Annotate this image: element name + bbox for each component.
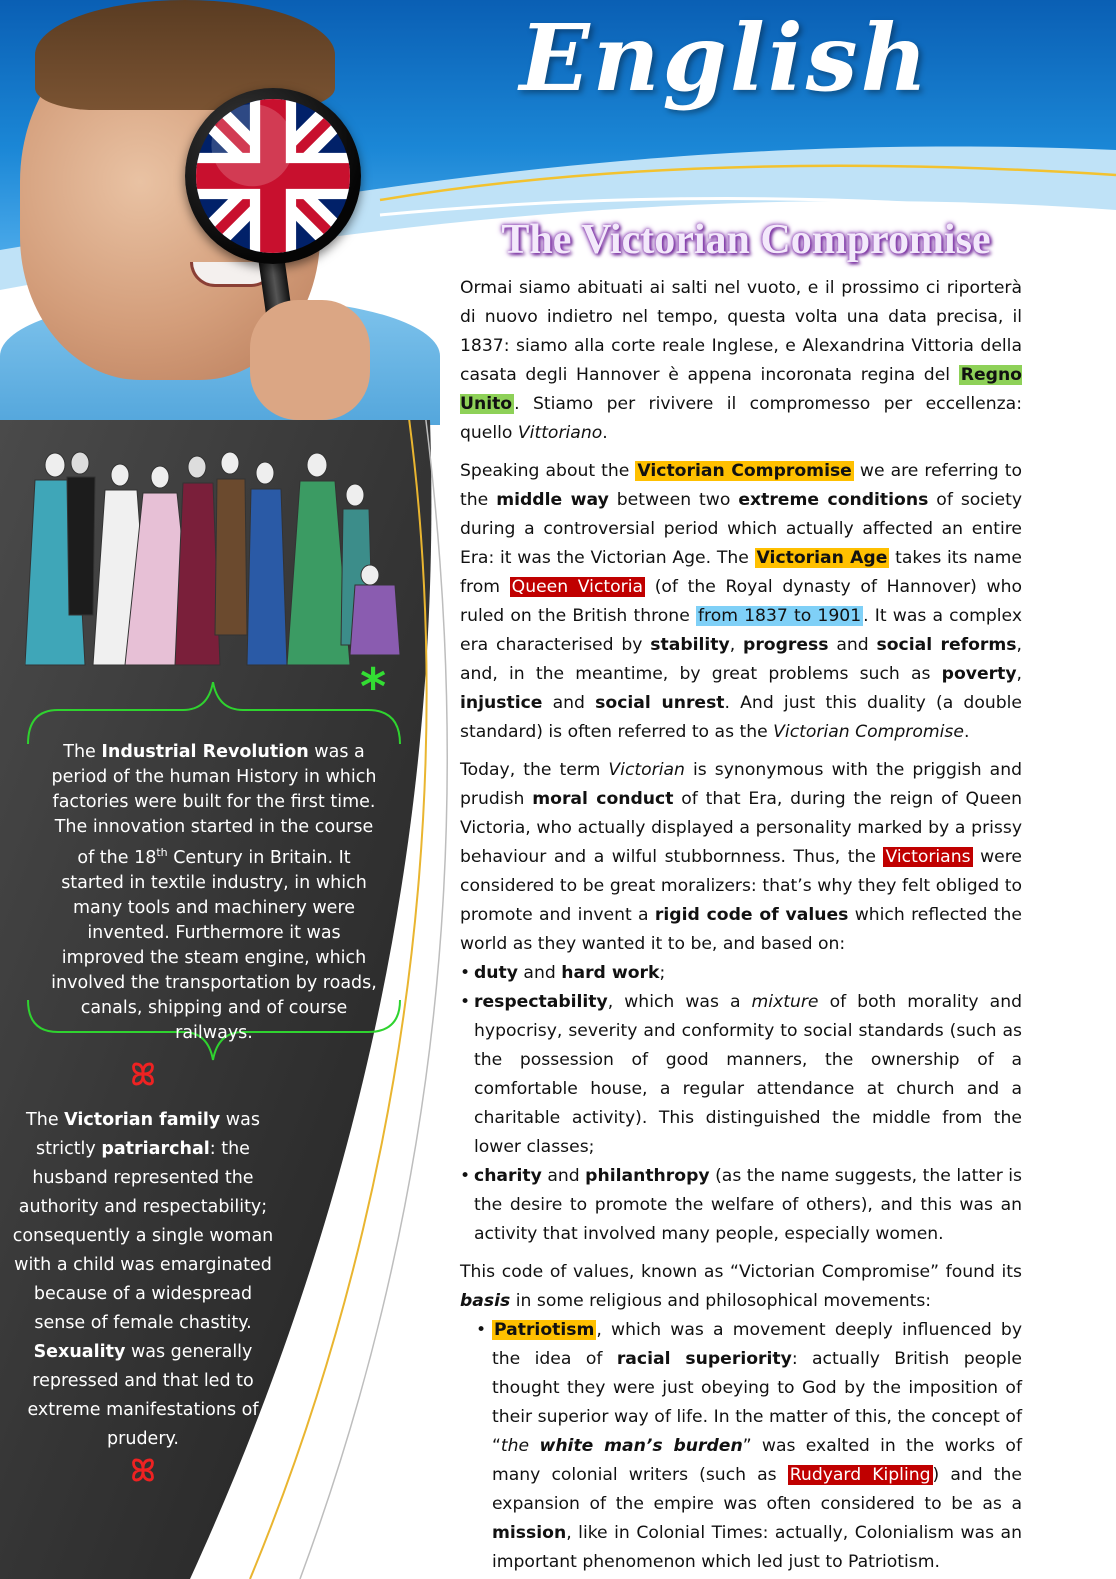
values-list bbox=[460, 959, 1022, 1249]
list-item: • Patriotism , which was a movement deeply influenced by the idea of racial superiority: actually British people thought they were just obeying to God by the imposition of their superior way of life. In the matter of this, the concept of “the white man’s burden” was exalted in the works of many colonial writers (such as Rudyard Kipling ) and the expansion of the empire was often considered to be as a mission, like in Colonial Times: actually, Colonialism was an important phenomenon which led just to Patriotism. bbox=[460, 1316, 1022, 1577]
highlight-kipling: Rudyard Kipling bbox=[789, 1465, 931, 1485]
intro-paragraph: Ormai siamo abituati ai salti nel vuoto, e il prossimo ci riporterà di nuovo indietro nel tempo, questa volta una data precisa, il 1837: siamo alla corte reale Inglese, e Alexandrina Vittoria della casata degli Hannover è appena incoronata regina del Regno Unito . Stiamo per rivivere il compromesso per eccellenza: quello Vittoriano. bbox=[460, 278, 1022, 443]
highlight-patriotism: Patriotism bbox=[494, 1320, 595, 1340]
union-jack-flag-icon bbox=[196, 99, 350, 253]
victorian-family-text: The Victorian family was strictly patriarchal: the husband represented the authority and respectability; consequently a single woman with a child was emarginated because of a widespread sense of female chastity. Sexuality was generally repressed and that led to extreme manifestations of prudery. bbox=[12, 1110, 274, 1449]
highlight-victorians: Victorians bbox=[885, 847, 971, 867]
list-item: • duty and hard work; bbox=[460, 959, 1022, 988]
movements-list bbox=[460, 1316, 1022, 1577]
asterisk-decoration: * bbox=[360, 658, 387, 716]
ornament-divider-bottom: ꕤ bbox=[130, 1454, 154, 1489]
list-item: • charity and philanthropy (as the name suggests, the latter is the desire to promote the welfare of others), and this was an activity that involved many people, especially women. bbox=[460, 1162, 1022, 1249]
highlight-victorian-age: Victorian Age bbox=[756, 548, 888, 568]
article-title: The Victorian Compromise bbox=[501, 217, 991, 263]
movements-paragraph: This code of values, known as “Victorian Compromise” found its basis in some religious and philosophical movements: bbox=[460, 1262, 1022, 1311]
highlight-victorian-compromise: Victorian Compromise bbox=[637, 461, 852, 481]
compromise-paragraph: Speaking about the Victorian Compromise we are referring to the middle way between two extreme conditions of society during a controversial period which actually affected an entire Era: it was the Victorian Age. The Victorian Age takes its name from Queen Victoria (of the Royal dynasty of Hannover) who ruled on the British throne from 1837 to 1901 . It was a complex era characterised by stability, progress and social reforms, and, in the meantime, by great problems such as poverty, injustice and social unrest. And just this duality (a double standard) is often referred to as the Victorian Compromise. bbox=[460, 461, 1023, 742]
ornament-divider: ꕤ bbox=[130, 1058, 154, 1093]
article-body bbox=[460, 274, 1022, 1577]
boy-hand bbox=[250, 300, 370, 420]
hero-boy-illustration bbox=[0, 0, 440, 425]
list-item: • respectability, which was a mixture of both morality and hypocrisy, severity and conformity to social standards (such as the possession of good manners, the ownership of a comfortable house, a regular attendance at church and a charitable activity). This distinguished the middle from the lower classes; bbox=[460, 988, 1022, 1162]
industrial-revolution-text: The Industrial Revolution was a period of the human History in which factories were built for the first time. The innovation started in the course of the 18th Century in Britain. It started in textile industry, in which many tools and machinery were invented. Furthermore it was improved the steam engine, which involved the transportation by roads, canals, shipping and of course railways. bbox=[51, 742, 377, 1043]
victorian-people-illustration bbox=[25, 435, 410, 675]
highlight-dates: from 1837 to 1901 bbox=[697, 606, 862, 626]
highlight-queen-victoria: Queen Victoria bbox=[511, 577, 644, 597]
highlight-regno-unito: Regno Unito bbox=[460, 365, 1022, 414]
brand-title: English bbox=[519, 4, 931, 112]
today-paragraph: Today, the term Victorian is synonymous with the priggish and prudish moral conduct of that Era, during the reign of Queen Victoria, who actually displayed a personality marked by a prissy behaviour and a wilful stubbornness. Thus, the Victorians were considered to be great moralizers: that’s why they felt obliged to promote and invent a rigid code of values which reflected the world as they wanted it to be, and based on: bbox=[460, 760, 1023, 954]
